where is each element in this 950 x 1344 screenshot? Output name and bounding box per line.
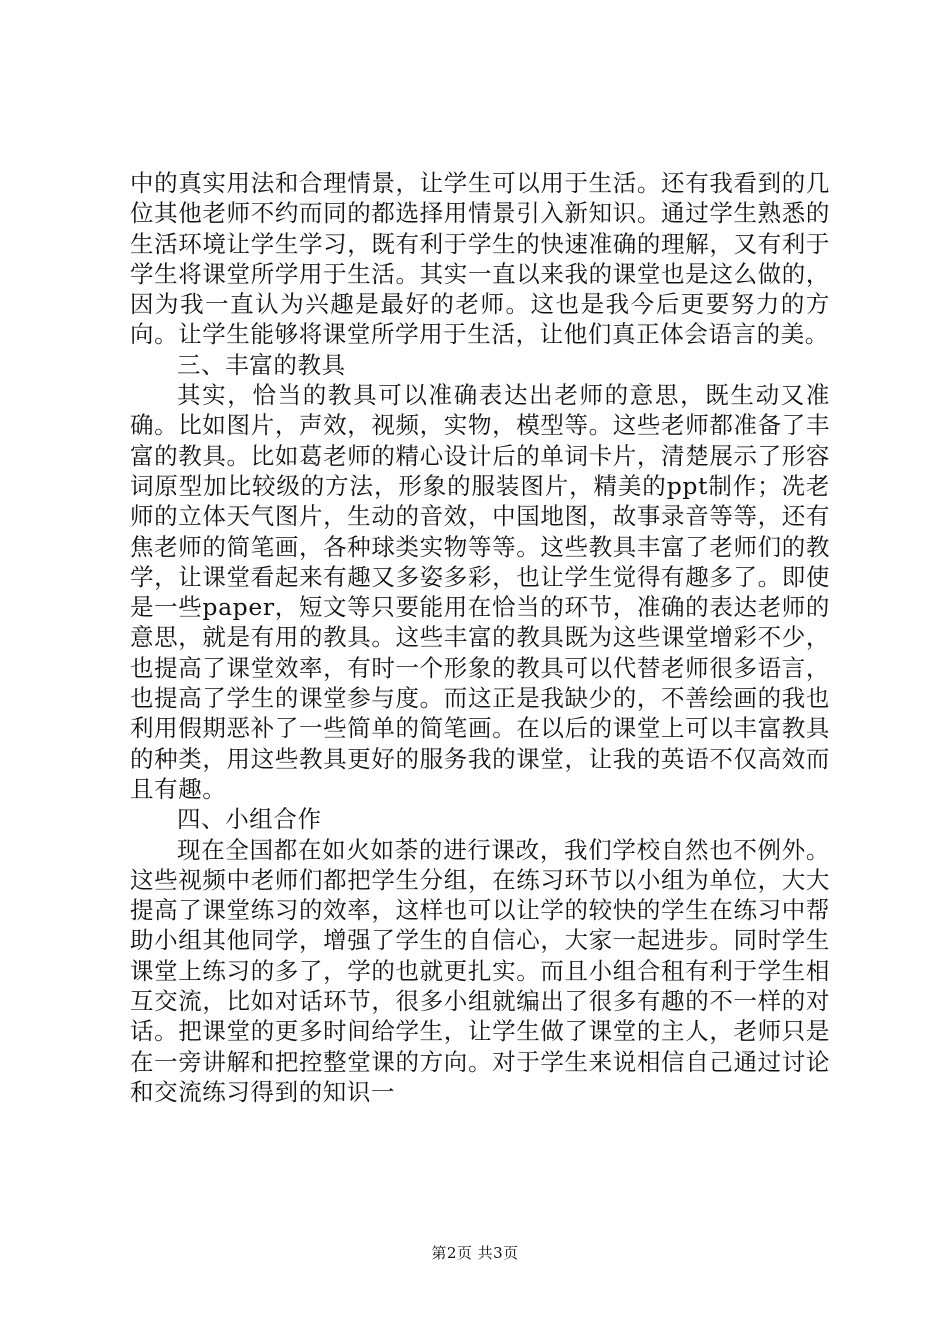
paragraph-teaching-aids: 其实，恰当的教具可以准确表达出老师的意思，既生动又准确。比如图片，声效，视频，实物，模型等。这些老师都准备了丰富的教具。比如葛老师的精心设计后的单词卡片，清楚展示了形容词原型加比较级的方法，形象的服装图片，精美的ppt制作；冼老师的立体天气图片，生动的音效，中国地图，故事录音等等，还有焦老师的简笔画，各种球类实物等等。这些教具丰富了老师们的教学，让课堂看起来有趣又多姿多彩，也让学生觉得有趣多了。即使是一些paper，短文等只要能用在恰当的环节，准确的表达老师的意思，就是有用的教具。这些丰富的教具既为这些课堂增彩不少，也提高了课堂效率，有时一个形象的教具可以代替老师很多语言，也提高了学生的课堂参与度。而这正是我缺少的，不善绘画的我也利用假期恶补了一些简单的简笔画。在以后的课堂上可以丰富教具的种类，用这些教具更好的服务我的课堂，让我的英语不仅高效而且有趣。 bbox=[130, 381, 830, 803]
section-heading-group-work: 四、小组合作 bbox=[177, 805, 322, 834]
section-heading-teaching-aids: 三、丰富的教具 bbox=[177, 350, 346, 379]
paragraph-group-work: 现在全国都在如火如荼的进行课改，我们学校自然也不例外。这些视频中老师们都把学生分组，在练习环节以小组为单位，大大提高了课堂练习的效率，这样也可以让学的较快的学生在练习中帮助小组其他同学，增强了学生的自信心，大家一起进步。同时学生课堂上练习的多了，学的也就更扎实。而且小组合租有利于学生相互交流，比如对话环节，很多小组就编出了很多有趣的不一样的对话。把课堂的更多时间给学生，让学生做了课堂的主人，老师只是在一旁讲解和把控整堂课的方向。对于学生来说相信自己通过讨论和交流练习得到的知识一 bbox=[130, 835, 830, 1106]
paragraph-continuation: 中的真实用法和合理情景，让学生可以用于生活。还有我看到的几位其他老师不约而同的都选择用情景引入新知识。通过学生熟悉的生活环境让学生学习，既有利于学生的快速准确的理解，又有利于学生将课堂所学用于生活。其实一直以来我的课堂也是这么做的，因为我一直认为兴趣是最好的老师。这也是我今后更要努力的方向。让学生能够将课堂所学用于生活，让他们真正体会语言的美。 bbox=[130, 169, 830, 349]
page-number-footer: 第2页 共3页 bbox=[431, 1244, 519, 1262]
document-body bbox=[130, 168, 830, 1107]
